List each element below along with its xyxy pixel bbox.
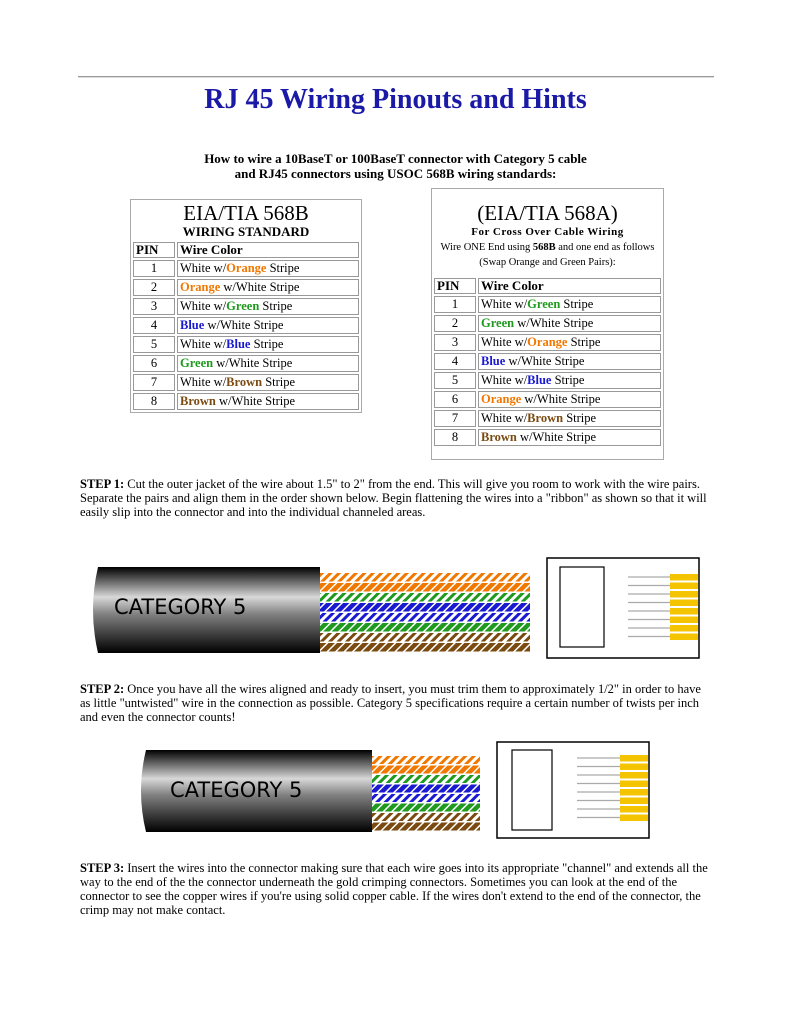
connector-latch [560, 567, 604, 647]
step-3-text: Insert the wires into the connector making sure that each wire goes into its appropriate "channel" and extends all the way to the end of the the connector underneath the gold crimping connectors. Sometimes you can look at the end of the connector to see the copper wires if you're using solid copper cable. If the wires don't extend to the end of the connector, the crimp may not make contact. [80, 861, 708, 917]
wire-color-suffix: Stripe [266, 261, 300, 275]
gold-contact [670, 625, 698, 632]
wire-color-name: Orange [481, 392, 522, 406]
cable-illustration-2 [140, 740, 680, 840]
table-568a-heading: (EIA/TIA 568A) [477, 201, 618, 225]
table-row [133, 298, 359, 315]
wire-color-name: Blue [527, 373, 552, 387]
wire-color [478, 410, 661, 427]
gold-contact [670, 634, 698, 641]
pin-number: 3 [434, 334, 476, 351]
gold-contact [620, 772, 648, 779]
step-1-text: Cut the outer jacket of the wire about 1.5" to 2" from the end. This will give you room to work with the wire pairs. Separate the pairs and align them in the order shown below. Begin flattening the wires into a "ribbon" as shown so that it will easily slip into the connector and into the individual channeled areas. [80, 477, 707, 519]
wire-color [478, 296, 661, 313]
wire-color-name: Brown [180, 394, 216, 408]
gold-contact [670, 591, 698, 598]
pin-number: 3 [133, 298, 175, 315]
wire-strand [372, 804, 480, 812]
table-568a-subheading: For Cross Over Cable Wiring [471, 226, 624, 238]
wire-color-suffix: w/White Stripe [516, 430, 597, 444]
wire-color [478, 353, 661, 370]
table-row [434, 334, 661, 351]
cable-label: CATEGORY 5 [114, 595, 247, 619]
table-568b-grid [131, 240, 361, 412]
step-2-text: Once you have all the wires aligned and ready to insert, you must trim them to approximately 1/2" in order to have as little "untwisted" wire in the connection as possible. Category 5 specifications require a certain number of twists per inch and even the connector counts! [80, 682, 701, 724]
wire-strand [320, 583, 530, 592]
page-title: RJ 45 Wiring Pinouts and Hints [204, 84, 587, 115]
wire-color [177, 336, 359, 353]
wire-color-suffix: Stripe [250, 337, 284, 351]
gold-contact [620, 789, 648, 796]
wire-color-name: Brown [226, 375, 263, 389]
pin-number: 2 [434, 315, 476, 332]
pin-number: 4 [133, 317, 175, 334]
table-568a-grid [432, 276, 663, 448]
table-row [434, 410, 661, 427]
column-header-wire-color: Wire Color [177, 242, 359, 258]
table-row [133, 317, 359, 334]
wire-color-prefix: White w/ [180, 261, 227, 275]
wire-color-prefix: White w/ [180, 337, 227, 351]
top-rule [78, 76, 714, 78]
wire-color [177, 260, 359, 277]
step-1 [80, 477, 710, 519]
pin-number: 7 [133, 374, 175, 391]
pin-number: 6 [434, 391, 476, 408]
subtitle-line-2: and RJ45 connectors using USOC 568B wiring standards: [234, 166, 557, 181]
wire-color [177, 279, 359, 296]
wire-color-suffix: Stripe [551, 373, 585, 387]
wire-color-suffix: w/White Stripe [220, 280, 300, 294]
subtitle-line-1: How to wire a 10BaseT or 100BaseT connector with Category 5 cable [204, 151, 587, 166]
table-row [434, 372, 661, 389]
wire-color-prefix: White w/ [180, 299, 227, 313]
table-568a-note [436, 240, 659, 270]
wire-color-suffix: w/White Stripe [505, 354, 585, 368]
pin-number: 5 [133, 336, 175, 353]
note-text: Wire ONE End using [440, 242, 533, 253]
wire-color-suffix: w/White Stripe [204, 318, 284, 332]
column-header-pin: PIN [434, 278, 476, 294]
wire-color-suffix: Stripe [262, 375, 296, 389]
gold-contact [620, 755, 648, 762]
wire-color-name: Blue [226, 337, 251, 351]
wire-color [177, 374, 359, 391]
wire-color-suffix: w/White Stripe [215, 394, 296, 408]
wire-color-prefix: White w/ [481, 297, 528, 311]
gold-contact [670, 574, 698, 581]
wire-color-name: Blue [481, 354, 506, 368]
table-row [133, 393, 359, 410]
gold-contact [620, 764, 648, 771]
wire-color [478, 315, 661, 332]
wire-strand [372, 775, 480, 783]
wire-strand [372, 766, 480, 774]
wire-color-name: Orange [226, 261, 267, 275]
wire-color [478, 391, 661, 408]
gold-contact [620, 815, 648, 822]
pin-number: 1 [133, 260, 175, 277]
step-2-label: STEP 2: [80, 682, 125, 696]
wire-color-suffix: w/White Stripe [514, 316, 594, 330]
table-row [133, 374, 359, 391]
pin-number: 6 [133, 355, 175, 372]
page-subtitle [0, 151, 791, 181]
wire-color [177, 393, 359, 410]
wire-color-suffix: Stripe [563, 411, 597, 425]
table-row [434, 296, 661, 313]
table-row [434, 315, 661, 332]
wire-color-prefix: White w/ [481, 373, 528, 387]
wire-color-name: Blue [180, 318, 205, 332]
step-3 [80, 861, 710, 917]
table-row [434, 353, 661, 370]
wire-strand [372, 813, 480, 821]
wire-color-prefix: White w/ [180, 375, 227, 389]
step-2 [80, 682, 710, 724]
pin-number: 1 [434, 296, 476, 313]
pin-number: 8 [434, 429, 476, 446]
wire-strand [320, 633, 530, 642]
wire-color-prefix: White w/ [481, 335, 528, 349]
wire-color-name: Brown [481, 430, 517, 444]
wire-color-name: Green [226, 299, 260, 313]
wire-color-suffix: Stripe [560, 297, 594, 311]
gold-contact [670, 617, 698, 624]
table-row [133, 336, 359, 353]
gold-contact [620, 781, 648, 788]
wire-strand [320, 573, 530, 582]
pin-number: 5 [434, 372, 476, 389]
wire-color [177, 355, 359, 372]
wire-strand [320, 613, 530, 622]
wire-strand [320, 593, 530, 602]
pin-number: 2 [133, 279, 175, 296]
table-row [133, 355, 359, 372]
gold-contact [670, 583, 698, 590]
wire-color-name: Green [481, 316, 515, 330]
table-568b-heading: EIA/TIA 568B [183, 201, 309, 225]
table-568b [130, 199, 362, 413]
wire-color [177, 298, 359, 315]
pin-number: 4 [434, 353, 476, 370]
table-row [434, 429, 661, 446]
wire-color-suffix: w/White Stripe [521, 392, 601, 406]
wire-strand [372, 794, 480, 802]
step-3-label: STEP 3: [80, 861, 125, 875]
connector-latch [512, 750, 552, 830]
gold-contact [670, 600, 698, 607]
gold-contact [620, 798, 648, 805]
pin-number: 7 [434, 410, 476, 427]
table-row [133, 279, 359, 296]
note-text-end: and one end as follows (Swap Orange and Green Pairs): [479, 242, 655, 268]
wire-color [478, 372, 661, 389]
table-row [133, 260, 359, 277]
wire-color-name: Green [527, 297, 561, 311]
wire-strand [372, 785, 480, 793]
cable-label: CATEGORY 5 [170, 778, 303, 802]
gold-contact [670, 608, 698, 615]
wire-color [478, 334, 661, 351]
wire-strand [320, 603, 530, 612]
wire-strand [372, 823, 480, 831]
wire-strand [320, 623, 530, 632]
table-568b-subheading: WIRING STANDARD [182, 224, 310, 239]
wire-color [177, 317, 359, 334]
wire-color-name: Green [180, 356, 214, 370]
gold-contact [620, 806, 648, 813]
pin-number: 8 [133, 393, 175, 410]
wire-color [478, 429, 661, 446]
wire-color-suffix: w/White Stripe [213, 356, 293, 370]
table-row [434, 391, 661, 408]
wire-color-name: Brown [527, 411, 564, 425]
wire-ribbon [372, 756, 480, 831]
column-header-pin: PIN [133, 242, 175, 258]
step-1-label: STEP 1: [80, 477, 125, 491]
column-header-wire-color: Wire Color [478, 278, 661, 294]
wire-color-name: Orange [527, 335, 568, 349]
wire-color-name: Orange [180, 280, 221, 294]
cable-illustration-1 [92, 555, 712, 665]
table-568a [431, 188, 664, 460]
wire-color-suffix: Stripe [567, 335, 601, 349]
wire-strand [320, 643, 530, 652]
wire-color-prefix: White w/ [481, 411, 528, 425]
wire-color-suffix: Stripe [259, 299, 293, 313]
wire-ribbon [320, 573, 530, 652]
wire-strand [372, 756, 480, 764]
note-bold: 568B [532, 242, 556, 253]
